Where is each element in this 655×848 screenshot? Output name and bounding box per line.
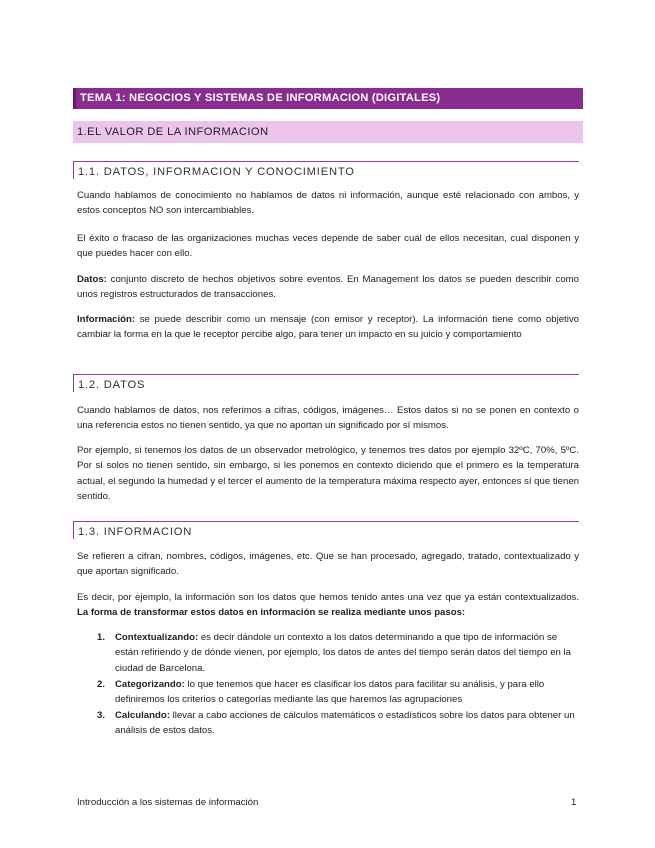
list-item-label: Contextualizando: (115, 632, 199, 643)
paragraph: Cuando hablamos de datos, nos referimos a cifras, códigos, imágenes… Estos datos si no se ponen en contexto o una referencia estos no tienen sentido, ya que no aportan un significado por sí mismos. (77, 405, 579, 432)
section-heading-1: 1.EL VALOR DE LA INFORMACION (73, 121, 583, 143)
page-number: 1 (571, 797, 577, 808)
list-number: 1. (97, 632, 106, 643)
paragraph: El éxito o fracaso de las organizaciones muchas veces depende de saber cuál de ellos necesitan, cual disponen y que puedes hacer con ello. (77, 233, 579, 260)
list-item-text: es decir dándole un contexto a los datos determinando a que tipo de información se están refiriendo y de dónde vienen, por ejemplo, los datos de antes del tiempo serán datos del tiempo en la ciudad de Barcelona. (115, 632, 571, 674)
list-number: 3. (97, 710, 106, 721)
paragraph-informacion (77, 312, 579, 343)
term-definition: se puede describir como un mensaje (con emisor y receptor). La información tiene como objetivo cambiar la forma en la que le receptor percibe algo, para tener un impacto en su juicio y comportamiento (77, 314, 579, 341)
term-definition: conjunto discreto de hechos objetivos sobre eventos. En Management los datos se pueden describir como unos registros estructurados de transacciones. (77, 274, 579, 301)
list-item-label: Calculando: (115, 710, 170, 721)
paragraph-bold-text: La forma de transformar estos datos en información se realiza mediante unos pasos: (77, 607, 466, 619)
list-item-label: Categorizando: (115, 679, 185, 690)
list-item-text: lo que tenemos que hacer es clasificar los datos para facilitar su análisis, y para ello definiremos los criterios o categorías mediante las que haremos las agrupaciones (115, 679, 545, 706)
list-number: 2. (97, 679, 106, 690)
paragraph-datos (77, 272, 579, 303)
list-item (97, 708, 579, 739)
term-label: Datos: (77, 274, 107, 285)
paragraph: Por ejemplo, si tenemos los datos de un observador metrológico, y tenemos tres datos por ejemplo 32ºC, 70%, 5ºC. Por sí solos no tienen sentido, sin embargo, si les ponemos en contexto diciendo que el primero es la temperatura actual, el segundo la humedad y el tercer el aumento de la temperatura máxima respecto ayer, entonces sí que tienen sentido. (77, 445, 579, 503)
subsection-heading-1-1: 1.1. DATOS, INFORMACION Y CONOCIMIENTO (73, 161, 579, 179)
footer-title: Introducción a los sistemas de información (77, 797, 259, 808)
topic-banner: TEMA 1: NEGOCIOS Y SISTEMAS DE INFORMACION (DIGITALES) (73, 88, 583, 109)
paragraph: Se refieren a cifran, nombres, códigos, imágenes, etc. Que se han procesado, agregado, tratado, contextualizado y que aportan significado. (77, 551, 579, 578)
paragraph: Cuando hablamos de conocimiento no hablamos de datos ni información, aunque esté relacionado con ambos, y estos conceptos NO son intercambiables. (77, 190, 579, 217)
paragraph (77, 590, 579, 621)
list-item-text: llevar a cabo acciones de cálculos matemáticos o estadísticos sobre los datos para obtener un análisis de estos datos. (115, 710, 575, 737)
term-label: Información: (77, 314, 136, 325)
list-item (97, 630, 579, 676)
subsection-heading-1-3: 1.3. INFORMACION (73, 521, 579, 539)
subsection-heading-1-2: 1.2. DATOS (73, 374, 579, 392)
list-item (97, 677, 579, 708)
paragraph-text: Es decir, por ejemplo, la información son los datos que hemos tenido antes una vez que ya están contextualizados. (77, 592, 579, 603)
